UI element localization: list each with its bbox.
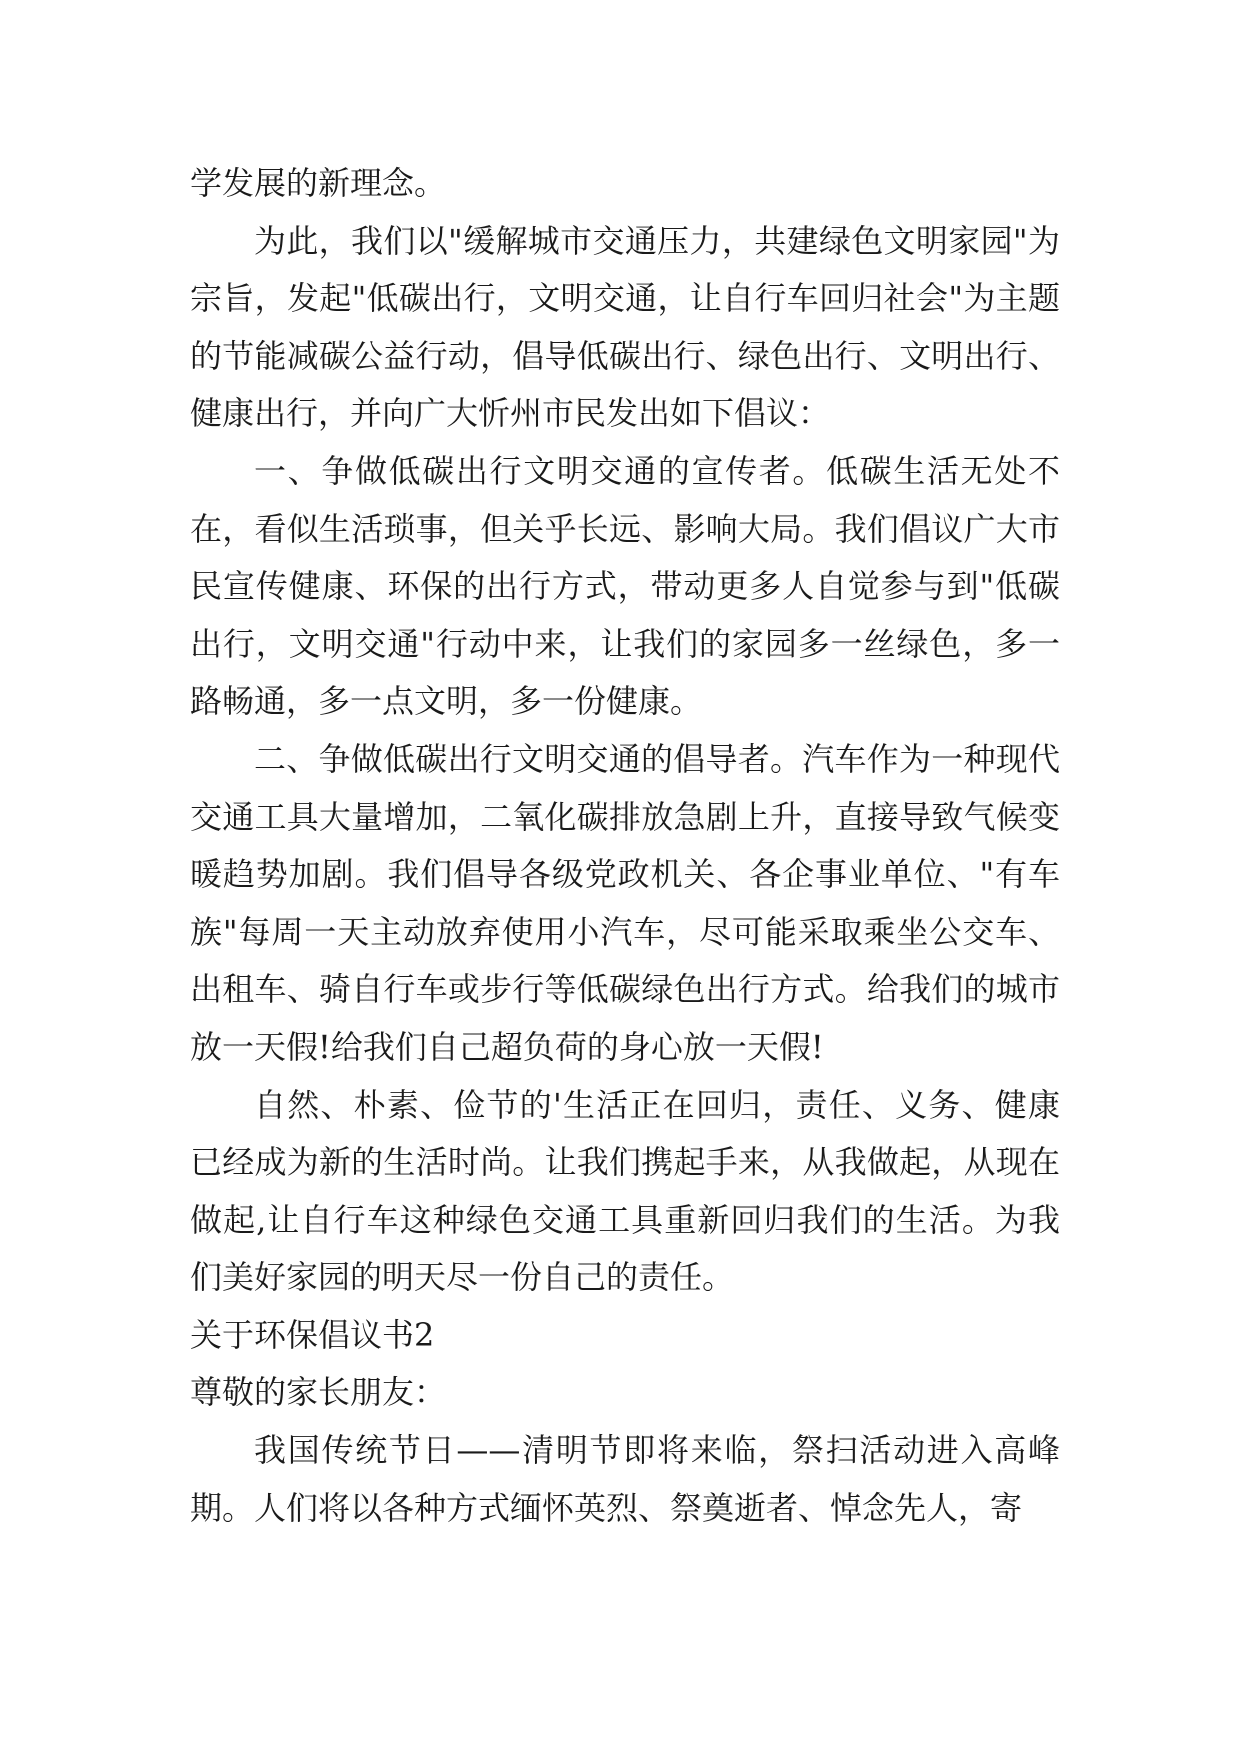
paragraph-closing: 自然、朴素、俭节的'生活正在回归，责任、义务、健康已经成为新的生活时尚。让我们携起手来，从我做起，从现在做起,让自行车这种绿色交通工具重新回归我们的生活。为我们美好家园的明天尽一份自己的责任。 [190, 1085, 1060, 1297]
salutation: 尊敬的家长朋友： [190, 1373, 447, 1412]
paragraph-continuation: 学发展的新理念。 [190, 164, 447, 202]
paragraph-proposal-1: 一、争做低碳出行文明交通的宣传者。低碳生活无处不在，看似生活琐事，但关乎长远、影响大局。我们倡议广大市民宣传健康、环保的出行方式，带动更多人自觉参与到"低碳出行，文明交通"行动中来，让我们的家园多一丝绿色，多一路畅通，多一点文明，多一份健康。 [190, 451, 1060, 721]
paragraph-qingming: 我国传统节日——清明节即将来临，祭扫活动进入高峰期。人们将以各种方式缅怀英烈、祭奠逝者、悼念先人，寄 [190, 1431, 1060, 1527]
document-body [190, 155, 1060, 1537]
section-heading: 关于环保倡议书2 [190, 1315, 435, 1354]
paragraph-proposal-2: 二、争做低碳出行文明交通的倡导者。汽车作为一种现代交通工具大量增加，二氧化碳排放急剧上升，直接导致气候变暖趋势加剧。我们倡导各级党政机关、各企事业单位、"有车族"每周一天主动放弃使用小汽车，尽可能采取乘坐公交车、出租车、骑自行车或步行等低碳绿色出行方式。给我们的城市放一天假!给我们自己超负荷的身心放一天假! [190, 739, 1060, 1066]
paragraph-intro: 为此，我们以"缓解城市交通压力，共建绿色文明家园"为宗旨，发起"低碳出行，文明交通，让自行车回归社会"为主题的节能减碳公益行动，倡导低碳出行、绿色出行、文明出行、健康出行，并向广大忻州市民发出如下倡议： [190, 221, 1060, 433]
